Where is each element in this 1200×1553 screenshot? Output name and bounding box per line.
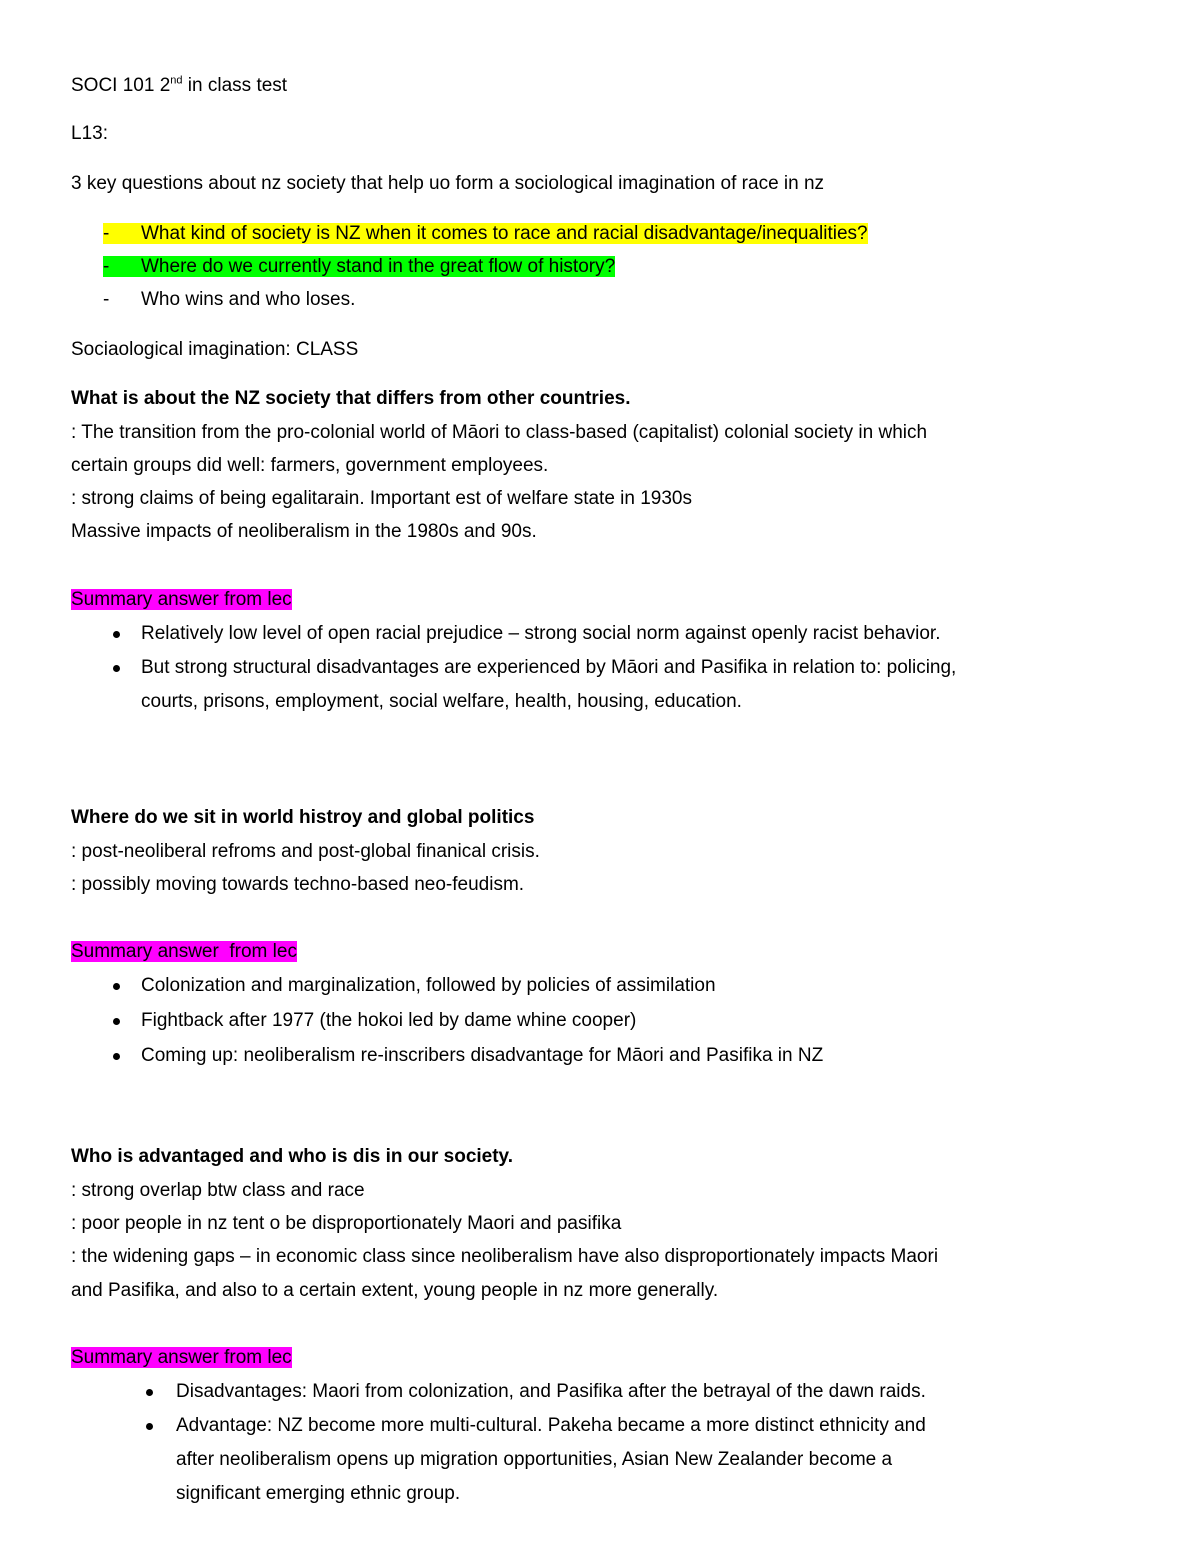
body-line: : strong claims of being egalitarain. Important est of welfare state in 1930s [71, 488, 692, 509]
dash-marker: - [103, 256, 110, 277]
bullet-text: Disadvantages: Maori from colonization, and Pasifika after the betrayal of the dawn raids. [176, 1381, 926, 1402]
bullet-text: after neoliberalism opens up migration opportunities, Asian New Zealander become a [176, 1449, 893, 1470]
bullet-icon [113, 1053, 120, 1060]
bullet-icon [146, 1389, 153, 1396]
dash-marker: - [103, 223, 110, 244]
bullet-text: Advantage: NZ become more multi-cultural. Pakeha became a more distinct ethnicity and [176, 1415, 926, 1436]
bullet-text: But strong structural disadvantages are experienced by Māori and Pasifika in relation to: policing, [141, 657, 957, 678]
section-heading: Who is advantaged and who is dis in our society. [71, 1146, 513, 1167]
summary-label-highlight: Summary answer from lec [71, 1347, 292, 1368]
question-text: What kind of society is NZ when it comes to race and racial disadvantage/inequalities? [141, 223, 868, 244]
body-line: Massive impacts of neoliberalism in the 1980s and 90s. [71, 521, 537, 542]
lecture-label: L13: [71, 123, 108, 144]
intro-line: 3 key questions about nz society that help uo form a sociological imagination of race in nz [71, 173, 825, 194]
bullet-icon [113, 631, 120, 638]
bullet-text: Colonization and marginalization, followed by policies of assimilation [141, 975, 716, 996]
summary-label-highlight: Summary answer from lec [71, 941, 297, 962]
question-highlight-yellow [103, 223, 868, 244]
imagination-line: Sociaological imagination: CLASS [71, 339, 359, 360]
question-text: Where do we currently stand in the great flow of history? [141, 256, 616, 277]
body-line: and Pasifika, and also to a certain extent, young people in nz more generally. [71, 1280, 719, 1301]
bullet-text: Coming up: neoliberalism re-inscribers disadvantage for Māori and Pasifika in NZ [141, 1045, 824, 1066]
body-line: certain groups did well: farmers, government employees. [71, 455, 549, 476]
bullet-text: courts, prisons, employment, social welfare, health, housing, education. [141, 691, 742, 712]
title-ordinal-suffix: nd [170, 74, 183, 87]
summary-label [71, 940, 297, 964]
document-title [71, 74, 287, 98]
body-line: : the widening gaps – in economic class since neoliberalism have also disproportionately impacts Maori [71, 1246, 939, 1267]
bullet-text: Fightback after 1977 (the hokoi led by dame whine cooper) [141, 1010, 637, 1031]
bullet-icon [113, 983, 120, 990]
body-line: : poor people in nz tent o be disproportionately Maori and pasifika [71, 1213, 622, 1234]
dash-marker: - [103, 289, 110, 310]
bullet-icon [113, 1018, 120, 1025]
summary-label [71, 1346, 292, 1370]
section-heading: What is about the NZ society that differs from other countries. [71, 388, 631, 409]
bullet-text: Relatively low level of open racial prejudice – strong social norm against openly racist behavior. [141, 623, 941, 644]
bullet-text: significant emerging ethnic group. [176, 1483, 461, 1504]
bullet-icon [113, 665, 120, 672]
question-item [103, 288, 355, 312]
section-heading: Where do we sit in world histroy and global politics [71, 807, 535, 828]
summary-label [71, 588, 292, 612]
bullet-icon [146, 1423, 153, 1430]
title-suffix: in class test [182, 75, 288, 96]
body-line: : strong overlap btw class and race [71, 1180, 365, 1201]
question-item [103, 222, 868, 246]
body-line: : possibly moving towards techno-based neo-feudism. [71, 874, 525, 895]
question-item [103, 255, 615, 279]
question-highlight-green [103, 256, 615, 277]
title-prefix: SOCI 101 2 [71, 75, 171, 96]
summary-label-highlight: Summary answer from lec [71, 589, 292, 610]
question-text: Who wins and who loses. [141, 289, 356, 310]
body-line: : The transition from the pro-colonial world of Māori to class-based (capitalist) colonial society in which [71, 422, 928, 443]
body-line: : post-neoliberal refroms and post-global finanical crisis. [71, 841, 540, 862]
